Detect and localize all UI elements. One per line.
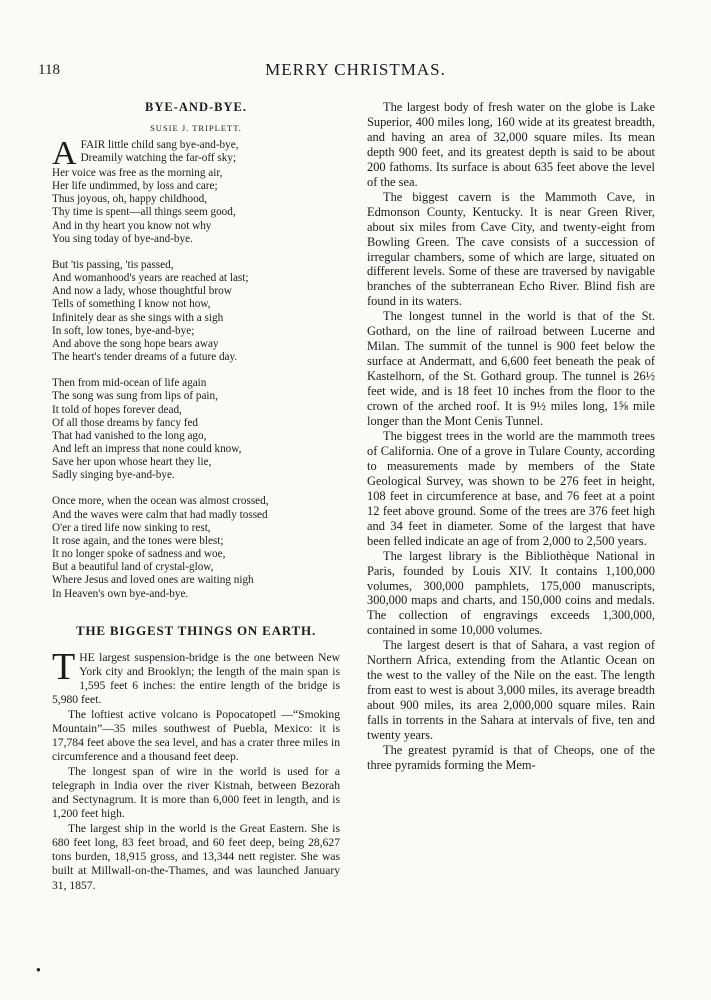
poem-line: Save her upon whose heart they lie, (52, 456, 212, 469)
poem-line: But a beautiful land of crystal-glow, (52, 561, 214, 574)
article-paragraph (52, 645, 340, 708)
poem-line: And the waves were calm that had madly tossed (52, 508, 268, 521)
poem-line: It no longer spoke of sadness and woe, (52, 548, 226, 561)
poem-author: SUSIE J. TRIPLETT. (150, 123, 242, 133)
poem-line: Thy time is spent—all things seem good, (52, 206, 236, 219)
article-paragraph: The longest span of wire in the world is used for a telegraph in India over the river Kistnah, between Bezorah and Sectynagrum. It is more than 6,000 feet in length, and is 1,200 feet high. (52, 764, 340, 821)
page-number: 118 (38, 62, 60, 78)
running-title: MERRY CHRISTMAS. (265, 60, 446, 79)
poem-line: Her life undimmed, by loss and care; (52, 180, 218, 193)
poem-line: FAIR little child sang bye-and-bye, (80, 139, 239, 151)
poem-line: Infinitely dear as she sings with a sigh (52, 311, 224, 324)
poem-line: And left an impress that none could know, (52, 442, 242, 455)
article-paragraph: The largest ship in the world is the Great Eastern. She is 680 feet long, 83 feet broad, and 60 feet deep, being 28,627 tons burden, 18,915 gross, and 13,344 nett register. She was built at Millwall-on-the-Thames, and was launched January 31, 1857. (52, 821, 340, 892)
poem-drop-cap: A (52, 135, 77, 172)
poem-stanza-4 (52, 495, 340, 600)
ink-mark: ● (36, 965, 41, 974)
poem-stanza-2 (52, 259, 340, 364)
article-first-paragraph-text: HE largest suspension-bridge is the one between New York city and Brooklyn; the length of the main span is 1,595 feet 6 inches: the entire length of the bridge is 5,980 feet. (52, 650, 340, 707)
right-column (367, 100, 655, 773)
poem-line: Where Jesus and loved ones are waiting nigh (52, 574, 254, 587)
poem-line: The heart's tender dreams of a future day. (52, 351, 238, 364)
poem-line: Dreamily watching the far-off sky; (80, 152, 237, 165)
article-drop-cap: T (52, 645, 76, 688)
poem-line: The song was sung from lips of pain, (52, 390, 218, 403)
article-paragraph: The largest desert is that of Sahara, a vast region of Northern Africa, extending from the Atlantic Ocean on the west to the valley of the Nile on the east. The length from east to west is about 3,000 miles, its average breadth about 900 miles, its area 2,000,000 square miles. Rain falls in torrents in the Sahara at intervals of five, ten and twenty years. (367, 638, 655, 743)
poem-line: Once more, when the ocean was almost crossed, (52, 495, 269, 508)
article-title: THE BIGGEST THINGS ON EARTH. (75, 622, 316, 638)
poem-stanza-3 (52, 377, 340, 482)
poem-line: Tells of something I know not how, (52, 298, 211, 311)
poem-line: O'er a tired life now sinking to rest, (52, 521, 211, 534)
poem-line: It rose again, and the tones were blest; (52, 534, 224, 547)
poem-line: And now a lady, whose thoughtful brow (52, 285, 232, 298)
article-paragraph: The biggest trees in the world are the mammoth trees of California. One of a grove in Tulare County, according to measurements made by members of the State Geological Survey, was shown to be 276 feet in height, 108 feet in circumference at base, and 76 feet at a point 12 feet above ground. Some of the trees are 376 feet high and 34 feet in diameter. Some of the largest that have been felled indicate an age of from 2,000 to 2,500 years. (367, 428, 655, 548)
article-paragraph: The greatest pyramid is that of Cheops, one of the three pyramids forming the Mem- (367, 742, 655, 772)
poem-line: You sing today of bye-and-bye. (52, 232, 193, 245)
poem-title: BYE-AND-BYE. (145, 100, 247, 114)
poem-line: Thus joyous, oh, happy childhood, (52, 193, 208, 206)
poem-line: Then from mid-ocean of life again (52, 377, 207, 390)
poem-line: In Heaven's own bye-and-bye. (52, 587, 189, 600)
poem-line: And in thy heart you know not why (52, 219, 212, 232)
article-paragraph: The biggest cavern is the Mammoth Cave, in Edmonson County, Kentucky. It is near Green River, about six miles from Cave City, and twenty-eight from Bowling Green. The cave consists of a succession of irregular chambers, some of which are large, situated on different levels. Some of these are traversed by navigable branches of the subterranean Echo River. Blind fish are found in its waters. (367, 189, 655, 309)
article-paragraph: The largest body of fresh water on the globe is Lake Superior, 400 miles long, 160 wide at its greatest breadth, and having an area of 32,000 square miles. Its mean depth 900 feet, and its greatest depth is said to be about 200 fathoms. Its surface is about 635 feet above the level of the sea. (367, 100, 655, 189)
article-paragraph: The loftiest active volcano is Popocatopetl —“Smoking Mountain”—35 miles southwest of Puebla, Mexico: it is 17,784 feet above the sea level, and has a crater three miles in circumference and a thousand feet deep. (52, 707, 340, 764)
poem-line: In soft, low tones, bye-and-bye; (52, 324, 195, 337)
poem-line: That had vanished to the long ago, (52, 429, 207, 442)
article-paragraph: The longest tunnel in the world is that of the St. Gothard, on the line of railroad between Lucerne and Milan. The summit of the tunnel is 900 feet below the surface at Andermatt, and 6,600 feet beneath the peak of Kastelhorn, of the St. Gothard group. The tunnel is 26½ feet wide, and is 18 feet 10 inches from the floor to the crown of the arched roof. It is 9½ miles long, 1⅝ mile longer than the Mont Cenis Tunnel. (367, 309, 655, 429)
article-paragraph: The largest library is the Bibliothèque National in Paris, founded by Louis XIV. It contains 1,100,000 volumes, 300,000 pamphlets, 175,000 manuscripts, 300,000 maps and charts, and 150,000 coins and medals. The collection of engravings exceeds 1,300,000, contained in some 10,000 volumes. (367, 548, 655, 638)
poem-line: Her voice was free as the morning air, (52, 167, 223, 179)
poem-line: Of all those dreams by fancy fed (52, 416, 199, 429)
poem-line: And above the song hope bears away (52, 337, 219, 350)
poem-line: But 'tis passing, 'tis passed, (52, 258, 174, 271)
poem-line: Sadly singing bye-and-bye. (52, 469, 175, 482)
poem-line: And womanhood's years are reached at last; (52, 272, 249, 285)
poem-line: It told of hopes forever dead, (52, 403, 182, 416)
poem-stanza-1 (52, 135, 340, 246)
left-column (52, 100, 340, 893)
